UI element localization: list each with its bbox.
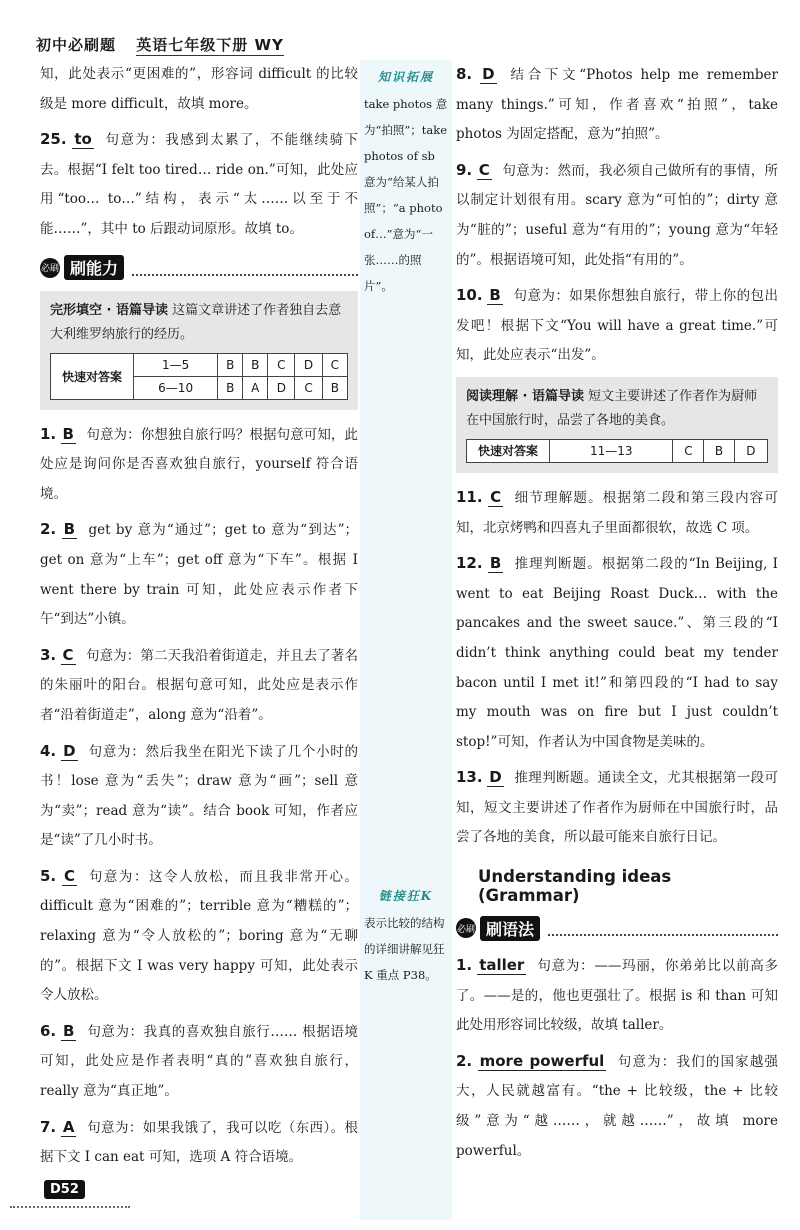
answer-item-12 xyxy=(456,549,778,757)
answer-item-1 xyxy=(40,420,358,510)
guide-text: 短文主要讲述了作者作为厨师在中国旅行时，品尝了各地的美食。 xyxy=(466,388,758,428)
divider xyxy=(548,920,778,936)
answer-key: taller xyxy=(479,956,525,975)
answer-text: 细节理解题。根据第二段和第三段内容可知，北京烤鸭和四喜丸子里面都很软，故选 C 项。 xyxy=(456,489,779,536)
question-number: 25. xyxy=(40,130,67,149)
answer-key: B xyxy=(489,554,502,573)
question-number: 2. xyxy=(40,520,57,539)
answer-text: 句意为：如果我饿了，我可以吃（东西）。根据下文 I can eat 可知，选项 A 符合语境。 xyxy=(40,1119,359,1166)
question-number: 4. xyxy=(40,741,57,760)
left-column xyxy=(40,60,358,1179)
question-number: 3. xyxy=(40,645,57,664)
grammar-banner xyxy=(456,913,778,943)
brush-icon: 必刷 xyxy=(456,918,476,938)
answer-text: get by 意为“通过”；get to 意为“到达”；get on 意为“上车”；get off 意为“下车”。根据 I went there by train 可知，此处应表示作者下午“到达”小镇。 xyxy=(40,522,359,628)
answer-key: D xyxy=(63,741,76,760)
question-number: 1. xyxy=(40,424,57,443)
grammar-item-2 xyxy=(456,1047,778,1166)
table-cell: C xyxy=(673,439,704,462)
question-number: 6. xyxy=(40,1021,57,1040)
question-number: 9. xyxy=(456,160,473,179)
question-number: 12. xyxy=(456,554,483,573)
table-cell: D xyxy=(268,376,295,399)
guide-label: 阅读理解 · 语篇导读 xyxy=(466,388,584,404)
link-note-title: 链接狂K xyxy=(378,889,434,903)
answer-text: 结合下文“Photos help me remember many things.”可知，作者喜欢“拍照”，take photos 为固定搭配，意为“拍照”。 xyxy=(456,67,778,143)
footer-divider xyxy=(10,1206,130,1208)
answer-item-9 xyxy=(456,156,778,275)
grammar-item-1 xyxy=(456,951,778,1041)
series-title: 初中必刷题 xyxy=(36,36,117,54)
page-header xyxy=(36,34,284,55)
table-cell: B xyxy=(218,353,243,376)
banner-title: 刷能力 xyxy=(64,255,124,280)
answer-item-10 xyxy=(456,281,778,371)
answer-item-13 xyxy=(456,763,778,853)
guide-label: 完形填空 · 语篇导读 xyxy=(50,302,168,318)
answer-key: to xyxy=(74,130,92,149)
table-cell: B xyxy=(704,439,734,462)
reading-guide xyxy=(456,377,778,473)
side-notes-column xyxy=(360,60,452,1220)
cloze-guide xyxy=(40,291,358,410)
table-cell: 11—13 xyxy=(550,439,673,462)
table-cell: C xyxy=(268,353,295,376)
answer-text: 推理判断题。通读全文，尤其根据第一段可知，短文主要讲述了作者作为厨师在中国旅行时，品尝了各地的美食，所以最可能来自旅行日记。 xyxy=(456,770,778,846)
banner-title: 刷语法 xyxy=(480,916,540,941)
answer-text: 句意为：你想独自旅行吗？根据句意可知，此处应是询问你是否喜欢独自旅行，yourself 符合语境。 xyxy=(40,426,359,502)
answer-text: 推理判断题。根据第二段的“In Beijing, I went to eat Beijing Roast Duck… with the pancakes and the sweet sauce.”、第三段的“I didn’t think anything could beat my tender bacon until I met it!”和第四段的“I had to say my mouth was on fire but I just couldn’t stop!”可知，作者认为中国食物是美味的。 xyxy=(456,556,779,750)
question-number: 2. xyxy=(456,1051,473,1070)
book-title: 英语七年级下册 WY xyxy=(136,36,284,54)
answer-item-11 xyxy=(456,483,778,543)
ability-banner xyxy=(40,253,358,283)
question-number: 11. xyxy=(456,487,483,506)
answer-key: B xyxy=(63,1021,75,1040)
answer-text: 句意为：我真的喜欢独自旅行…… 根据语境可知，此处应是作者表明“真的”喜欢独自旅行，really 意为“真正地”。 xyxy=(40,1023,358,1100)
answer-text: 句意为：第二天我沿着街道走，并且去了著名的朱丽叶的阳台。根据句意可知，此处应是表示作者“沿着街道走”，along 意为“沿着”。 xyxy=(40,647,359,723)
question-number: 7. xyxy=(40,1117,57,1136)
answer-text: 句意为：这令人放松，而且我非常开心。difficult 意为“困难的”；terrible 意为“糟糕的”；relaxing 意为“令人放松的”；boring 意为“无聊的”。根据下文 I was very happy 可知，此处表示令人放松。 xyxy=(40,868,359,1004)
answer-item-3 xyxy=(40,641,358,731)
answer-key: C xyxy=(62,645,74,664)
divider xyxy=(132,260,358,276)
answer-item-8 xyxy=(456,60,778,150)
answer-text: 句意为：——玛丽，你弟弟比以前高多了。——是的，他也更强壮了。根据 is 和 than 可知此处用形容词比较级，故填 taller。 xyxy=(456,958,779,1034)
question-number: 5. xyxy=(40,866,57,885)
page-number: D52 xyxy=(44,1180,85,1199)
quick-answer-table xyxy=(50,353,348,400)
answer-key: B xyxy=(63,520,76,539)
quick-answer-table xyxy=(466,439,768,463)
answer-text: 句意为：我们的国家越强大，人民就越富有。“the + 比较级，the + 比较级”意为“越……，就越……”，故填 more powerful。 xyxy=(456,1053,779,1159)
table-header: 快速对答案 xyxy=(51,353,134,399)
answer-item-4 xyxy=(40,737,358,856)
answer-key: C xyxy=(490,487,502,506)
table-cell: B xyxy=(322,376,347,399)
answer-key: C xyxy=(478,160,490,179)
answer-item-25 xyxy=(40,125,358,244)
knowledge-expansion-title: 知识拓展 xyxy=(377,70,434,84)
table-cell: B xyxy=(218,376,243,399)
brush-icon: 必刷 xyxy=(40,258,60,278)
answer-text: 句意为：我感到太累了，不能继续骑下去。根据“I felt too tired… ride on.”可知，此处应用“too… to…”结构，表示“太……以至于不能……”，其中 to 后跟动词原形。故填 to。 xyxy=(40,132,359,237)
answer-key: B xyxy=(489,286,501,305)
section-heading: Understanding ideas (Grammar) xyxy=(478,867,672,906)
table-cell: D xyxy=(734,439,767,462)
answer-key: A xyxy=(62,1117,75,1136)
question-number: 13. xyxy=(456,768,483,787)
link-note-text: 表示比较的结构的详细讲解见狂 K 重点 P38。 xyxy=(364,916,445,982)
answer-item-5 xyxy=(40,862,358,1011)
answer-key: D xyxy=(482,65,495,83)
table-header: 快速对答案 xyxy=(467,439,550,462)
question-number: 8. xyxy=(456,65,473,83)
table-cell: C xyxy=(295,376,322,399)
answer-text: 句意为：然而，我必须自己做所有的事情，所以制定计划很有用。scary 意为“可怕的”；dirty 意为“脏的”；useful 意为“有用的”；young 意为“年轻的”。根据语境可知，此处指“有用的”。 xyxy=(456,162,778,268)
table-cell: 1—5 xyxy=(134,353,218,376)
question-number: 10. xyxy=(456,286,483,305)
knowledge-expansion-text: take photos 意为“拍照”；take photos of sb 意为“给某人拍照”；“a photo of…”意为“一张……的照片”。 xyxy=(364,97,448,293)
answer-key: C xyxy=(63,866,75,885)
answer-key: more powerful xyxy=(479,1051,605,1070)
answer-item-2 xyxy=(40,515,358,634)
answer-key: D xyxy=(489,768,502,787)
answer-item-7 xyxy=(40,1113,358,1173)
table-cell: C xyxy=(322,353,347,376)
answer-item-6 xyxy=(40,1017,358,1107)
guide-text: 这篇文章讲述了作者独自去意大利维罗纳旅行的经历。 xyxy=(50,302,342,342)
table-cell: A xyxy=(243,376,268,399)
table-cell: 6—10 xyxy=(134,376,218,399)
answer-text: 句意为：如果你想独自旅行，带上你的包出发吧！根据下文“You will have a great time.”可知，此处应表示“出发”。 xyxy=(456,288,779,364)
right-column xyxy=(456,60,778,1172)
continued-answer xyxy=(40,60,358,119)
answer-text: 句意为：然后我坐在阳光下读了几个小时的书！lose 意为“丢失”；draw 意为“画”；sell 意为“卖”；read 意为“读”。结合 book 可知，作者应是“读”了几小时书。 xyxy=(40,743,359,849)
table-cell: D xyxy=(295,353,322,376)
question-number: 1. xyxy=(456,956,473,975)
answer-key: B xyxy=(62,424,74,443)
table-cell: B xyxy=(243,353,268,376)
answer-text: 知，此处表示“更困难的”，形容词 difficult 的比较级是 more difficult，故填 more。 xyxy=(40,66,358,112)
